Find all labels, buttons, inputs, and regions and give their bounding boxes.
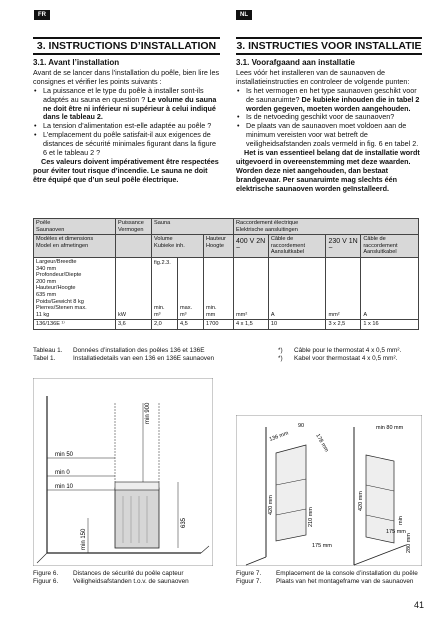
safety-note-fr: Ces valeurs doivent impérativement être respectées pour éviter tout risque d’incendie. Le sauna ne doit être équipé que d’un seul poêle électrique. bbox=[33, 156, 219, 184]
table-cell: 1700 bbox=[204, 320, 234, 330]
intro-text-nl: Lees vóór het installeren van de saunaoven de installatieinstructies en controleer de volgende punten: bbox=[236, 67, 410, 86]
table-cell: 3 x 2,5 bbox=[326, 320, 361, 330]
dimension-label: 90 bbox=[298, 423, 305, 429]
table-unit-cell: fig.2.3. min. m³ bbox=[152, 257, 178, 319]
table-cell: 4,5 bbox=[178, 320, 204, 330]
dimension-label: 635 bbox=[181, 517, 187, 528]
table-header-cell: Raccordement électrique Elektrische aansluitingen bbox=[234, 219, 419, 235]
dimension-label: min 900 bbox=[145, 402, 151, 424]
dimension-label: 420 mm bbox=[358, 491, 364, 511]
dimension-label: 175 mm bbox=[312, 543, 332, 549]
table-unit-cell: kW bbox=[116, 257, 152, 319]
table-header-cell: Volume Kubieke inh. bbox=[152, 235, 204, 258]
table-footnotes: *) Câble pour le thermostat 4 x 0,5 mm². *) Kabel voor thermostaat 4 x 0,5 mm². bbox=[278, 347, 402, 362]
language-tag-fr: FR bbox=[34, 10, 50, 20]
table-header-cell: Hauteur Hoogte bbox=[204, 235, 234, 258]
table-unit-cell: mm² bbox=[234, 257, 269, 319]
table-cell: 136/136E ¹⁾ bbox=[34, 320, 116, 330]
table-unit-cell: A bbox=[268, 257, 326, 319]
table-dimensions-cell: Largeur/Breedte 340 mm Profondeur/Diepte 200 mm Hauteur/Hoogte 635 mm Poids/Gewicht 8 kg Pierres/Stenen max. 11 kg bbox=[34, 257, 116, 319]
table-header-cell: Câble de raccordement Aansluitkabel bbox=[361, 235, 419, 258]
dimension-label: min 0 bbox=[55, 470, 70, 476]
checklist-item-fr: • La tension d’alimentation est-elle adaptée au poêle ? bbox=[33, 122, 220, 131]
table-header-cell: Puissance Vermogen bbox=[116, 219, 152, 235]
section-heading-nl: 3.1. Voorafgaand aan installatie bbox=[236, 58, 355, 67]
table-cell: 2,0 bbox=[152, 320, 178, 330]
dimension-label: 210 mm bbox=[308, 507, 314, 527]
table-header-cell: 230 V 1N ~ bbox=[326, 235, 361, 258]
table-caption: Tableau 1. Données d’installation des poêles 136 et 136E Tabel 1. Installatiedetails van een 136 en 136E saunaoven bbox=[33, 347, 215, 362]
dimension-label: 420 mm bbox=[268, 495, 274, 515]
table-cell: 10 bbox=[268, 320, 326, 330]
checklist-item-fr: • La puissance et le type du poêle à installer sont-ils adaptés au sauna en question ? Le volume du sauna ne doit être ni inférieur ni supérieur à celui indiqué dans le tableau 2. bbox=[33, 87, 220, 123]
table-header-cell bbox=[116, 235, 152, 258]
table-header-cell: Sauna bbox=[152, 219, 234, 235]
dimension-label: min 10 bbox=[55, 484, 74, 490]
dimension-label: min bbox=[398, 516, 404, 525]
dimension-label: min 50 bbox=[55, 452, 74, 458]
figure-6-safety-distances bbox=[33, 378, 213, 566]
dimension-label: min 150 bbox=[81, 528, 87, 550]
installation-data-table bbox=[33, 218, 419, 330]
intro-text-fr: Avant de se lancer dans l’installation du poêle, bien lire les consignes et vérifier les points suivants : bbox=[33, 67, 220, 86]
section-title-fr: 3. INSTRUCTIONS D’INSTALLATION bbox=[33, 37, 220, 55]
dimension-label: 280 mm bbox=[406, 533, 412, 553]
table-unit-cell: A bbox=[361, 257, 419, 319]
checklist-item-nl: • Is de netvoeding geschikt voor de saunaoven? bbox=[236, 113, 422, 122]
section-heading-fr: 3.1. Avant l’installation bbox=[33, 58, 120, 67]
checklist-item-fr: • L’emplacement du poêle satisfait-il aux exigences de distances de sécurité minimales figurant dans la figure 6 et le tableau 2 ? bbox=[33, 131, 220, 158]
table-header-cell: Câble de raccordement Aansluitkabel bbox=[268, 235, 326, 258]
stove-shape bbox=[115, 488, 159, 548]
checklist-item-nl: • De plaats van de saunaoven moet voldoen aan de minimum vereisten voor wat betreft de veiligheidsafstanden zoals vermeld in fig. 6 en tabel 2. bbox=[236, 122, 422, 149]
table-unit-cell: mm² bbox=[326, 257, 361, 319]
page-number: 41 bbox=[413, 600, 424, 610]
french-column bbox=[33, 59, 220, 185]
safety-note-nl: Het is van essentieel belang dat de installatie wordt uitgevoerd in overeenstemming met deze waarden. Worden deze niet aangehouden, dan bestaat brandgevaar. Per saunaruimte mag slechts één elektrische saunaoven worden geïnstalleerd. bbox=[236, 148, 420, 193]
figure-7-caption: Figure 7. Emplacement de la console d’installation du poêle Figuur 7. Plaats van het montageframe van de saunaoven bbox=[236, 570, 418, 585]
dimension-label: 178 mm bbox=[314, 433, 330, 454]
table-header-cell: Modèles et dimensions Model en afmetingen bbox=[34, 235, 116, 258]
table-unit-cell: min. mm bbox=[204, 257, 234, 319]
table-cell: 1 x 16 bbox=[361, 320, 419, 330]
figure-6-caption: Figure 6. Distances de sécurité du poêle capteur Figuur 6. Veiligheidsafstanden t.o.v. de saunaoven bbox=[33, 570, 189, 585]
dimension-label: 136 mm bbox=[268, 430, 290, 443]
language-tag-nl: NL bbox=[236, 10, 252, 20]
figure-7-mounting-bracket bbox=[236, 415, 422, 566]
table-header-cell: 400 V 2N ~ bbox=[234, 235, 269, 258]
table-cell: 4 x 1,5 bbox=[234, 320, 269, 330]
mounting-bracket-shape bbox=[276, 445, 306, 541]
table-unit-cell: max. m³ bbox=[178, 257, 204, 319]
checklist-item-nl: • Is het vermogen en het type saunaoven geschikt voor de saunaruimte? De kubieke inhouden die in tabel 2 worden gegeven, moeten worden aangehouden. bbox=[236, 87, 422, 114]
dimension-label: 175 mm bbox=[386, 529, 406, 535]
table-cell: 3,6 bbox=[116, 320, 152, 330]
table-header-cell: Poêle Saunaoven bbox=[34, 219, 116, 235]
dimension-label: min 80 mm bbox=[376, 425, 404, 431]
section-title-nl: 3. INSTRUCTIES VOOR INSTALLATIE bbox=[236, 37, 422, 55]
dutch-column bbox=[236, 59, 422, 194]
